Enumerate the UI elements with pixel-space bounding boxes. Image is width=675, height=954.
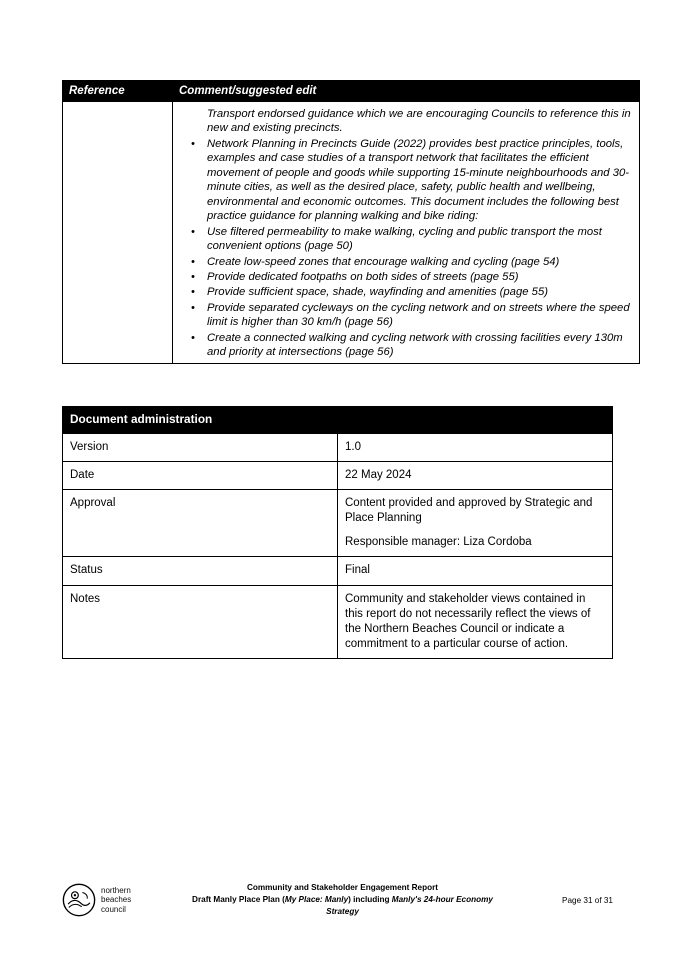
northern-beaches-council-logo-icon bbox=[62, 883, 96, 917]
cell-reference bbox=[63, 102, 173, 364]
admin-table-head bbox=[63, 407, 613, 434]
comments-table-head bbox=[63, 81, 640, 102]
admin-label-date: Date bbox=[63, 461, 338, 489]
list-item: • Use filtered permeability to make walking, cycling and public transport the most convenient options (page 50) bbox=[207, 225, 633, 254]
list-item: • Create a connected walking and cycling network with crossing facilities every 130m and priority at intersections (page 56) bbox=[207, 331, 633, 360]
admin-value-date bbox=[338, 461, 613, 489]
admin-label-version: Version bbox=[63, 433, 338, 461]
table-row bbox=[63, 433, 613, 461]
table-row bbox=[63, 102, 640, 364]
list-item: • Create low-speed zones that encourage walking and cycling (page 54) bbox=[207, 255, 633, 269]
admin-value-text: Content provided and approved by Strategic and Place Planning bbox=[345, 496, 593, 525]
column-header-reference: Reference bbox=[63, 81, 173, 102]
admin-label-notes: Notes bbox=[63, 585, 338, 659]
list-item: • Provide sufficient space, shade, wayfinding and amenities (page 55) bbox=[207, 285, 633, 299]
admin-value-notes bbox=[338, 585, 613, 659]
comments-table-body bbox=[63, 102, 640, 364]
council-logo bbox=[62, 883, 172, 917]
page-number: Page 31 of 31 bbox=[562, 895, 613, 905]
lead-paragraph: Transport endorsed guidance which we are encouraging Councils to reference this in new and existing precincts. bbox=[207, 108, 631, 135]
council-logo-text bbox=[101, 886, 131, 914]
list-item: • Provide separated cycleways on the cycling network and on streets where the speed limit is higher than 30 km/h (page 56) bbox=[207, 301, 633, 330]
table-header-row bbox=[63, 81, 640, 102]
admin-table-body bbox=[63, 433, 613, 659]
admin-label-approval: Approval bbox=[63, 489, 338, 557]
bullet-list bbox=[179, 137, 633, 360]
footer-title bbox=[172, 882, 513, 918]
admin-label-status: Status bbox=[63, 557, 338, 585]
footer-title-part-a: Draft Manly Place Plan ( bbox=[192, 895, 285, 905]
admin-value-text: Responsible manager: Liza Cordoba bbox=[345, 536, 532, 549]
admin-value-status bbox=[338, 557, 613, 585]
table-row bbox=[63, 489, 613, 557]
logo-line-1: northern bbox=[101, 886, 131, 895]
admin-value-text: 22 May 2024 bbox=[345, 468, 412, 481]
admin-value-text: 1.0 bbox=[345, 440, 361, 453]
logo-line-3: council bbox=[101, 904, 126, 914]
footer-title-italic-1: My Place: Manly bbox=[284, 895, 349, 905]
document-administration-table bbox=[62, 406, 613, 659]
admin-value-text: Community and stakeholder views contained in this report do not necessarily reflect the views of the Northern Beaches Council or indicate a commitment to a particular course of action. bbox=[345, 592, 591, 651]
footer-title-line-3: Strategy bbox=[326, 907, 359, 917]
cell-comment bbox=[173, 102, 640, 364]
footer-title-part-b: ) including bbox=[348, 895, 392, 905]
footer-title-line-2 bbox=[172, 894, 513, 906]
table-row bbox=[63, 585, 613, 659]
column-header-comment: Comment/suggested edit bbox=[173, 81, 640, 102]
footer-title-line-1: Community and Stakeholder Engagement Report bbox=[246, 883, 439, 893]
page-footer bbox=[62, 882, 613, 918]
list-item: • Network Planning in Precincts Guide (2022) provides best practice principles, tools, examples and case studies of a transport network that facilitates the efficient movement of people and goods while supporting 15-minute neighbourhoods and 30-minute cities, as well as the desired place, safety, public health and wellbeing, environmental and economic outcomes. This document includes the following best practice guidance for planning walking and bike riding: bbox=[207, 137, 633, 224]
table-row bbox=[63, 461, 613, 489]
table-header-row bbox=[63, 407, 613, 434]
table-row bbox=[63, 557, 613, 585]
logo-line-2: beaches bbox=[101, 895, 132, 905]
list-item: • Provide dedicated footpaths on both sides of streets (page 55) bbox=[207, 270, 633, 284]
admin-value-text: Final bbox=[345, 564, 370, 577]
admin-value-version bbox=[338, 433, 613, 461]
comments-table bbox=[62, 80, 640, 364]
footer-title-italic-2: Manly's 24-hour Economy bbox=[391, 895, 493, 905]
admin-table-title: Document administration bbox=[63, 407, 613, 434]
admin-value-approval bbox=[338, 489, 613, 557]
